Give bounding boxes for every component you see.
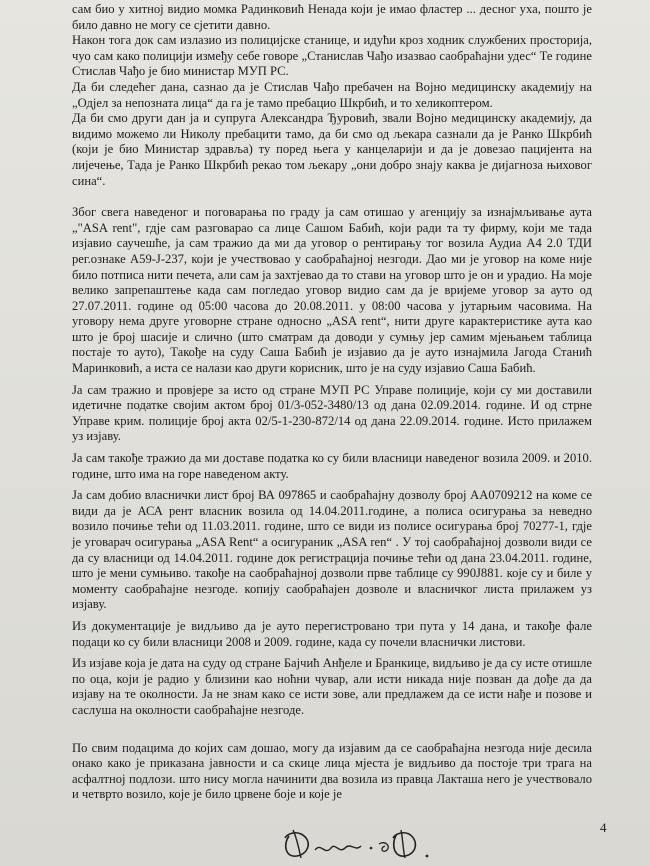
paragraph-4: Да би смо други дан ја и супруга Александра Ђуровић, звали Војно медицинску академију, да видимо можемо ли Николу пребацити тамо, да би смо од љекара сазнали да је Ранко Шкрбић (који је био Министар здравља) ту поред њега у канцеларији и да је довезао пацијента на лијечење, Тада је Ранко Шкрбић рекао том љекару „они добро знају каква је дијагноза њиховог сина“. [72,111,592,188]
paragraph-10: Из изјаве која је дата на суду од стране Бајчић Анђеле и Бранкице, видљиво је да су исте отишле по оца, који је радио у близини као ноћни чувар, али исти никада није позван да дође да да изјаву на те околности. Ја не знам како се исти зове, али предлажем да се исти нађе и позове и саслуша на околности саобраћајне незгоде. [72,656,592,717]
paragraph-11: По свим подацима до којих сам дошао, могу да изјавим да се саобраћајна незгода није десила онако како је приказана јавности и са скице лица мјеста је видљиво да постоје три трага на асфалтној подлози. што нису могла начинити два возила из правца Лакташа него је учествовало и четврто возило, које је било црвене боје и које је [72,740,592,802]
paragraph-6: Ја сам тражио и провјере за исто од стране МУП РС Управе полиције, који су ми доставили идетичне податке својим актом број 01/3-052-3480/13 од дана 02.09.2014. године. И од стрне Управе крим. полиције број акта 02/5-1-230-872/14 од дана 22.09.2014. године. Исто прилажем уз изјаву. [72,382,592,444]
paragraph-2: Након тога док сам излазио из полицијске станице, и идући кроз ходник службених просторија, чуо сам како полицији између себе говоре „Станислав Чађо изазвао саобраћајни удес“ Те године Стислав Чађо је био министар МУП РС. [72,33,592,79]
handwritten-signature [275,822,455,866]
page-number: 4 [600,820,607,835]
paragraph-1: сам био у хитној видио момка Радинковић Ненада који је имао флaстер ... десног уха, пошто је било давно не могу се сјетити давно. [72,2,592,32]
paragraph-5: Због свега наведеног и поговарања по граду ја сам отишао у агенцију за изнајмљивање аута „"ASA rent", гдје сам разговарао са лице Сашом Бабић, који ради та ту фирму, који ме тада изјавио саучешће, ја сам тражио да ми да уговор о рентирању тог возила Аудиа А4 2.0 ТДИ рег.ознаке А59-Ј-237, који је учествовао у саобраћајној незгоди. Дао ми је уговор на коме није било потписа нити печета, али сам ја захтјевао да то стави на уговор што је он и урадио. На моје велико запрепаштење када сам погледао уговор видио сам да је вријеме уговор за ауто од 27.07.2011. године од 05:00 часова до 20.08.2011. у 08:00 часова у јутарњим часовима. На уговору нема друге уговорне стране односно „ASA rent“, нити друге карактеристике аута као што је број шасије и слично (што сматрам да доводи у сумњу јер самим мјењањем таблица постаје то ауто), Такође на суду Саша Бабић је изјавио да је ауто изнајмила Јагода Станић Маринковић, а иста се налази као други корисник, што је на суду изјавио Саша Бабић. [72,205,592,376]
paragraph-8: Ја сам добио власнички лист број ВА 097865 и саобраћајну дозволу број АА0709212 на коме се види да је АСА рент власник возила од 14.04.2011.године, а полиса осигурања за неведно возило почиње тећи од 11.03.2011. године, што се види из полисе осигурања број 70277-1, гдје је уговарач осигурања „ASA Rent“ а осигураник „ASA ren“ . У тој саобраћајној дозволи види се да су власници од 14.04.2011. године док регистрација почиње тећи од дана 23.04.2011. године, што је мени сумњиво. такође на саобраћајној дозволи прве таблице су 990Ј881. које су и биле у моменту саобраћајне незгоде. копију саобраћајен дозволе и власничког листа прилажем уз изјаву. [72,488,592,612]
document-body [72,2,592,803]
paragraph-3: Да би следећег дана, сазнао да је Стислав Чађо пребачен на Војно медицинску академију на „Одјел за непозната лица“ да га је тамо пребацио Шкрбић, и то хеликоптером. [72,79,592,110]
paragraph-9: Из документације је видљиво да је ауто перегистровано три пута у 14 дана, и такође фале подаци ко су били власници 2008 и 2009. године, када су почели власнички листови. [72,618,592,649]
paragraph-7: Ја сам такође тражио да ми доставе податка ко су били власници наведеног возила 2009. и 2010. године, што има на горе наведеном акту. [72,451,592,481]
